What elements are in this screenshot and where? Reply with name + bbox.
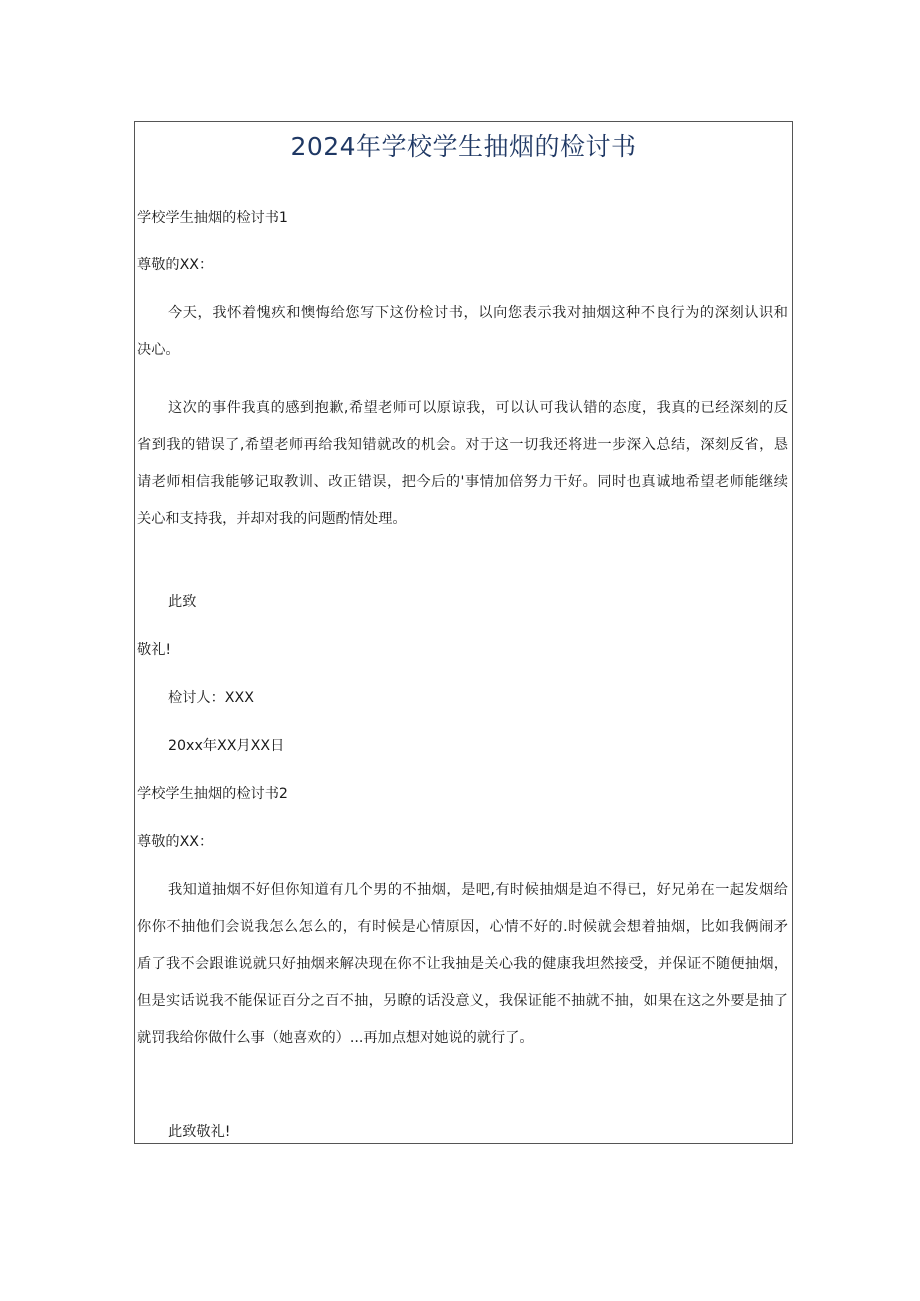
text-line: 决心。	[137, 342, 180, 358]
letter2-paragraph-1	[137, 880, 788, 1065]
letter2-salutation: 尊敬的XX：	[137, 834, 214, 850]
text-line: 你你不抽他们会说我怎么怎么的，有时候是心情原因，心情不好的.时候就会想着抽烟，比如我俩闹矛	[137, 919, 788, 935]
letter2-closing: 此致敬礼!	[168, 1124, 231, 1140]
text-line: 请老师相信我能够记取教训、改正错误，把今后的'事情加倍努力干好。同时也真诚地希望老师能继续	[137, 474, 788, 490]
document-title: 2024年学校学生抽烟的检讨书	[290, 132, 637, 161]
letter1-paragraph-2	[137, 398, 788, 546]
letter1-paragraph-1	[137, 303, 788, 377]
text-line: 盾了我不会跟谁说就只好抽烟来解决现在你不让我抽是关心我的健康我坦然接受，并保证不随便抽烟，	[137, 956, 788, 972]
letter1-date: 20xx年XX月XX日	[168, 738, 285, 754]
text-line: 关心和支持我，并却对我的问题酌情处理。	[137, 511, 407, 527]
text-line: 省到我的错误了,希望老师再给我知错就改的机会。对于这一切我还将进一步深入总结，深刻反省，恳	[137, 437, 788, 453]
document-page	[134, 121, 793, 1144]
letter2-heading: 学校学生抽烟的检讨书2	[137, 786, 288, 802]
letter1-salutation: 尊敬的XX：	[137, 257, 214, 273]
text-line: 这次的事件我真的感到抱歉,希望老师可以原谅我，可以认可我认错的态度，我真的已经深刻的反	[168, 400, 788, 416]
text-line: 我知道抽烟不好但你知道有几个男的不抽烟，是吧,有时候抽烟是迫不得已，好兄弟在一起发烟给	[168, 882, 788, 898]
letter1-heading: 学校学生抽烟的检讨书1	[137, 210, 288, 226]
text-line: 就罚我给你做什么事（她喜欢的）...再加点想对她说的就行了。	[137, 1030, 534, 1046]
text-line: 但是实话说我不能保证百分之百不抽，另瞭的话没意义，我保证能不抽就不抽，如果在这之外要是抽了	[137, 993, 788, 1009]
text-line: 今天，我怀着愧疚和懊悔给您写下这份检讨书，以向您表示我对抽烟这种不良行为的深刻认识和	[168, 305, 788, 321]
letter1-closing-2: 敬礼!	[137, 642, 172, 658]
letter1-closing-1: 此致	[168, 594, 197, 610]
letter1-signer: 检讨人：XXX	[168, 690, 254, 706]
